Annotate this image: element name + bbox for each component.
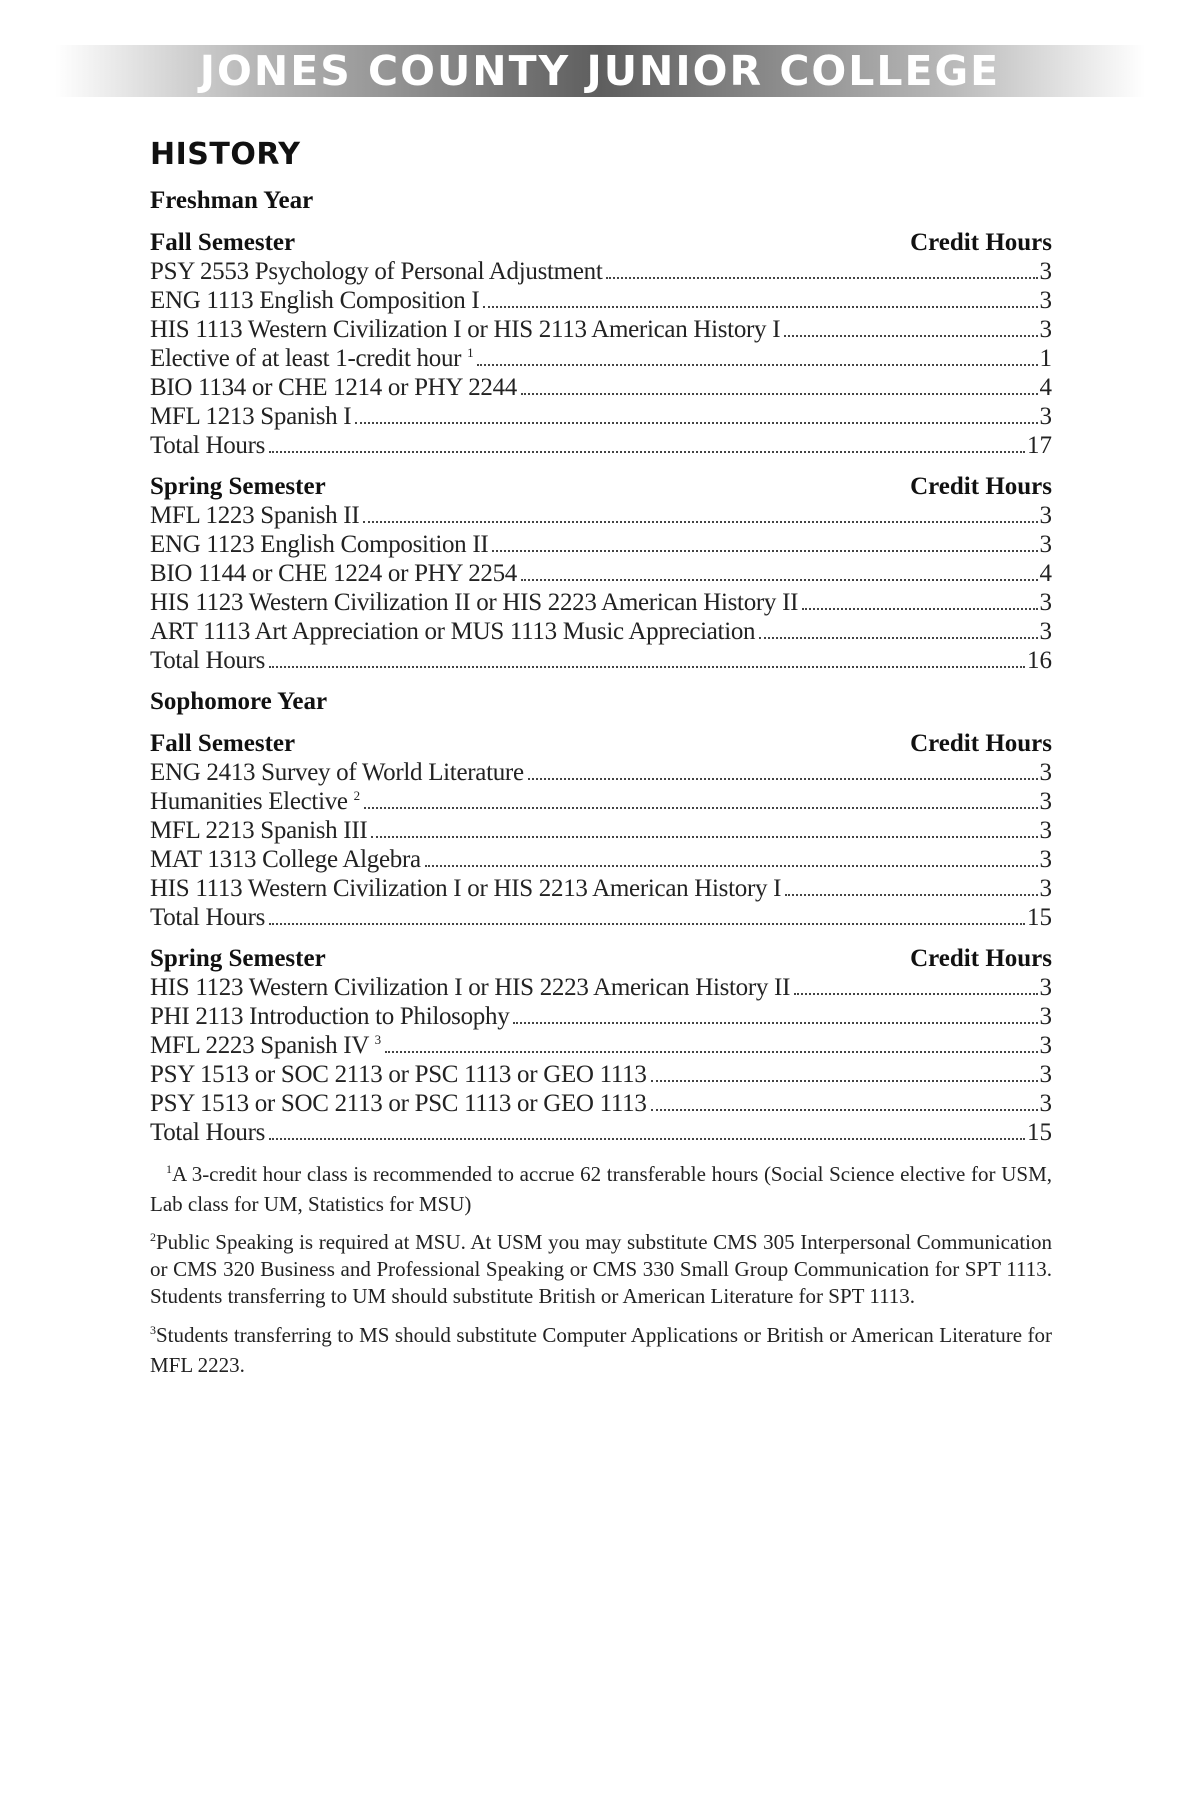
course-name: PHI 2113 Introduction to Philosophy [150,1003,510,1030]
course-name: Total Hours [150,432,266,459]
footnote-marker: 2 [353,788,360,803]
credit-hours-header: Credit Hours [910,473,1052,500]
course-name: Elective of at least 1-credit hour [150,345,462,372]
semester-header [150,472,1052,501]
credit-hours-value: 3 [1039,974,1052,1001]
footnote-mark: 3 [150,1323,156,1337]
semester-block [150,729,1052,932]
course-row [150,1089,1052,1118]
course-row [150,1060,1052,1089]
course-name: MFL 1213 Spanish I [150,403,352,430]
dot-leader [269,666,1025,668]
course-name-wrap [150,646,265,675]
course-row [150,816,1052,845]
credit-hours-value: 3 [1039,846,1052,873]
semester-title: Fall Semester [150,229,296,256]
dot-leader [606,277,1037,279]
total-hours-row [150,431,1052,460]
course-name: ART 1113 Art Appreciation or MUS 1113 Music Appreciation [150,618,756,645]
course-name: PSY 1513 or SOC 2113 or PSC 1113 or GEO 1113 [150,1061,647,1088]
credit-hours-value: 3 [1039,403,1052,430]
year-heading: Freshman Year [150,187,314,214]
course-name-wrap [150,903,265,932]
credit-hours-value: 3 [1039,1003,1052,1030]
dot-leader [483,306,1037,308]
course-name-wrap [150,344,473,373]
semester-block [150,228,1052,460]
dot-leader [269,923,1025,925]
course-name-wrap [150,402,351,431]
footnote-text: A 3-credit hour class is recommended to accrue 62 transferable hours (Social Science elective for USM, Lab class for UM, Statistics for MSU) [150,1162,1052,1216]
course-row [150,874,1052,903]
semester-title: Spring Semester [150,945,326,972]
dot-leader [364,807,1038,809]
footnote-text: Students transferring to MS should substitute Computer Applications or British or American Literature for MFL 2223. [150,1323,1052,1377]
course-name-wrap [150,559,517,588]
course-name: ENG 1113 English Composition I [150,287,480,314]
program-title: HISTORY [150,137,301,172]
course-name-wrap [150,787,360,816]
course-name: ENG 1123 English Composition II [150,531,489,558]
course-name-wrap [150,973,790,1002]
semester-title: Fall Semester [150,730,296,757]
course-name-wrap [150,1002,509,1031]
course-row [150,344,1052,373]
total-hours-row [150,1118,1052,1147]
course-name-wrap [150,816,367,845]
course-name-wrap [150,530,488,559]
course-row [150,559,1052,588]
course-name-wrap [150,1118,265,1147]
course-row [150,286,1052,315]
dot-leader [651,1080,1038,1082]
dot-leader [492,550,1037,552]
course-name-wrap [150,874,781,903]
credit-hours-value: 3 [1039,316,1052,343]
course-name-wrap [150,845,421,874]
credit-hours-value: 15 [1027,1119,1052,1146]
course-row [150,758,1052,787]
credit-hours-value: 3 [1039,618,1052,645]
course-name-wrap [150,315,780,344]
dot-leader [651,1109,1038,1111]
dot-leader [521,579,1037,581]
credit-hours-value: 17 [1027,432,1052,459]
footnote-mark: 1 [166,1162,172,1176]
credit-hours-value: 3 [1039,502,1052,529]
dot-leader [794,993,1037,995]
total-hours-row [150,903,1052,932]
course-row [150,501,1052,530]
course-name-wrap [150,257,602,286]
course-name-wrap [150,588,798,617]
course-row [150,845,1052,874]
course-row [150,373,1052,402]
credit-hours-header: Credit Hours [910,730,1052,757]
credit-hours-value: 16 [1027,647,1052,674]
semester-header [150,944,1052,973]
dot-leader [528,778,1038,780]
footnote-marker: 1 [467,345,474,360]
academic-year [150,186,1052,675]
course-row [150,973,1052,1002]
credit-hours-header: Credit Hours [910,229,1052,256]
course-name: BIO 1144 or CHE 1224 or PHY 2254 [150,560,518,587]
course-name: HIS 1113 Western Civilization I or HIS 2213 American History I [150,875,782,902]
footnotes [150,1159,1052,1380]
credit-hours-value: 3 [1039,287,1052,314]
course-row [150,257,1052,286]
dot-leader [363,521,1037,523]
course-name: HIS 1113 Western Civilization I or HIS 2113 American History I [150,316,781,343]
dot-leader [521,393,1037,395]
dot-leader [477,364,1037,366]
college-banner [55,45,1145,97]
year-heading: Sophomore Year [150,688,328,715]
course-row [150,787,1052,816]
credit-hours-value: 3 [1039,589,1052,616]
semester-header [150,729,1052,758]
semester-header [150,228,1052,257]
academic-year [150,687,1052,1147]
credit-hours-value: 3 [1039,817,1052,844]
credit-hours-value: 3 [1039,1061,1052,1088]
course-row [150,617,1052,646]
course-name: Humanities Elective [150,788,348,815]
course-name: MFL 2223 Spanish IV [150,1032,369,1059]
course-row [150,530,1052,559]
college-name: JONES COUNTY JUNIOR COLLEGE [199,47,1001,95]
course-name-wrap [150,431,265,460]
credit-hours-value: 4 [1039,560,1052,587]
course-name-wrap [150,373,517,402]
footnote-3 [150,1320,1052,1380]
course-name: MAT 1313 College Algebra [150,846,421,873]
course-name: HIS 1123 Western Civilization II or HIS 2223 American History II [150,589,799,616]
dot-leader [355,422,1037,424]
course-name-wrap [150,286,479,315]
course-name-wrap [150,1031,381,1060]
course-row [150,402,1052,431]
footnote-2 [150,1229,1052,1310]
course-row [150,315,1052,344]
course-name: Total Hours [150,1119,266,1146]
dot-leader [785,894,1037,896]
credit-hours-value: 3 [1039,788,1052,815]
total-hours-row [150,646,1052,675]
credit-hours-value: 4 [1039,374,1052,401]
dot-leader [269,1138,1025,1140]
footnote-marker: 3 [374,1032,381,1047]
course-name-wrap [150,1089,647,1118]
credit-hours-value: 3 [1039,258,1052,285]
page-content [150,138,1052,1390]
years-container [150,186,1052,1147]
course-row [150,588,1052,617]
dot-leader [371,836,1037,838]
dot-leader [759,637,1037,639]
footnote-1 [150,1159,1052,1219]
credit-hours-value: 3 [1039,875,1052,902]
dot-leader [385,1051,1038,1053]
dot-leader [513,1022,1037,1024]
dot-leader [269,451,1025,453]
footnote-mark: 2 [150,1230,156,1244]
dot-leader [425,865,1038,867]
course-name-wrap [150,1060,647,1089]
semester-block [150,472,1052,675]
credit-hours-value: 3 [1039,531,1052,558]
footnote-text: Public Speaking is required at MSU. At USM you may substitute CMS 305 Interpersonal Communication or CMS 320 Business and Professional Speaking or CMS 330 Small Group Communication for SPT 1113. Students transferring to UM should substitute British or American Literature for SPT 1113. [150,1230,1052,1308]
course-name: MFL 2213 Spanish III [150,817,368,844]
credit-hours-value: 3 [1039,1090,1052,1117]
course-row [150,1002,1052,1031]
course-row [150,1031,1052,1060]
course-name-wrap [150,617,755,646]
credit-hours-header: Credit Hours [910,945,1052,972]
dot-leader [784,335,1037,337]
course-name: BIO 1134 or CHE 1214 or PHY 2244 [150,374,518,401]
course-name: MFL 1223 Spanish II [150,502,360,529]
semester-block [150,944,1052,1147]
course-name: ENG 2413 Survey of World Literature [150,759,524,786]
semester-title: Spring Semester [150,473,326,500]
credit-hours-value: 1 [1039,345,1052,372]
course-name-wrap [150,501,359,530]
course-name-wrap [150,758,524,787]
course-name: HIS 1123 Western Civilization I or HIS 2223 American History II [150,974,791,1001]
credit-hours-value: 3 [1039,1032,1052,1059]
credit-hours-value: 15 [1027,904,1052,931]
course-name: Total Hours [150,904,266,931]
course-name: PSY 1513 or SOC 2113 or PSC 1113 or GEO 1113 [150,1090,647,1117]
course-name: Total Hours [150,647,266,674]
course-name: PSY 2553 Psychology of Personal Adjustment [150,258,603,285]
dot-leader [802,608,1037,610]
credit-hours-value: 3 [1039,759,1052,786]
